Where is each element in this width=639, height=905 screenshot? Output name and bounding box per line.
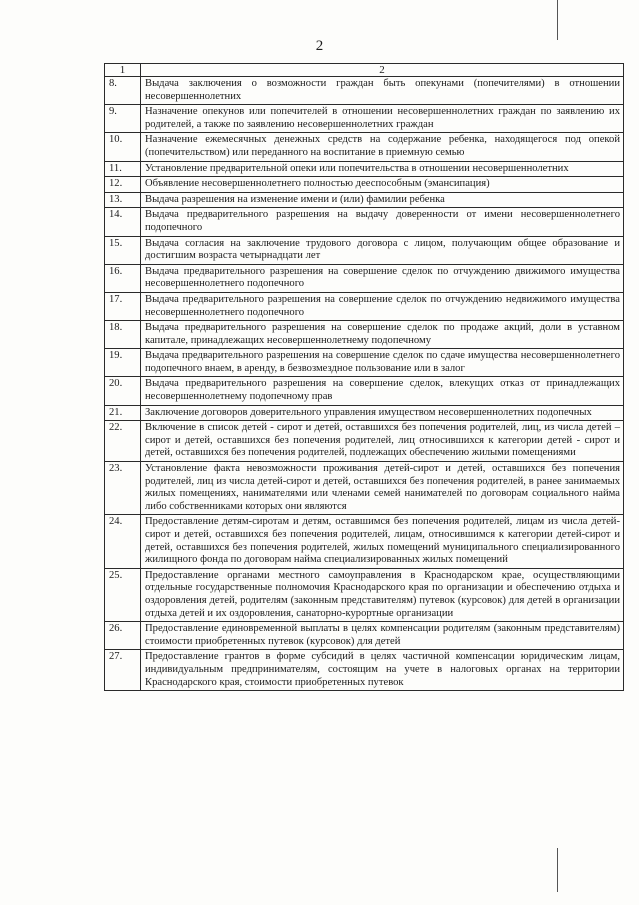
- row-number: 13.: [105, 192, 141, 208]
- row-number: 23.: [105, 462, 141, 515]
- row-number: 16.: [105, 264, 141, 292]
- row-description: Выдача предварительного разрешения на выдачу доверенности от имени несовершеннолетнего подопечного: [141, 208, 624, 236]
- table-row: [105, 133, 624, 161]
- table-row: [105, 650, 624, 691]
- row-number: 17.: [105, 292, 141, 320]
- table-row: [105, 349, 624, 377]
- table-row: [105, 515, 624, 568]
- row-number: 9.: [105, 105, 141, 133]
- row-description: Выдача предварительного разрешения на совершение сделок по отчуждению движимого имущества несовершеннолетнего подопечного: [141, 264, 624, 292]
- table-row: [105, 405, 624, 421]
- table-row: [105, 568, 624, 621]
- row-description: Назначение опекунов или попечителей в отношении несовершеннолетних граждан по заявлению их родителей, а также по заявлению несовершеннолетних граждан: [141, 105, 624, 133]
- services-table-body: [105, 64, 624, 691]
- row-description: Объявление несовершеннолетнего полностью дееспособным (эмансипация): [141, 177, 624, 193]
- row-number: 19.: [105, 349, 141, 377]
- services-table: [104, 63, 624, 691]
- row-number: 11.: [105, 161, 141, 177]
- table-row: [105, 292, 624, 320]
- row-description: Включение в список детей - сирот и детей, оставшихся без попечения родителей, лиц, из числа детей – сирот и детей, оставшихся без попечения родителей, лиц относившихся к категории детей - сирот и детей, оставшихся без попечения родителей, подлежащих обеспечению жилыми помещениями: [141, 421, 624, 462]
- row-number: 21.: [105, 405, 141, 421]
- table-row: [105, 622, 624, 650]
- table-row: [105, 161, 624, 177]
- row-description: Предоставление грантов в форме субсидий в целях частичной компенсации юридическим лицам, индивидуальным предпринимателям, состоящим на учете в налоговых органах на территории Краснодарского края, стоимости приобретенных путевок: [141, 650, 624, 691]
- header-cell-description: 2: [141, 64, 624, 77]
- row-description: Назначение ежемесячных денежных средств на содержание ребенка, находящегося под опекой (попечительством) или переданного на воспитание в приемную семью: [141, 133, 624, 161]
- row-description: Выдача предварительного разрешения на совершение сделок по отчуждению недвижимого имущества несовершеннолетнего подопечного: [141, 292, 624, 320]
- row-description: Предоставление детям-сиротам и детям, оставшимся без попечения родителей, лицам из числа детей-сирот и детей, оставшихся без попечения родителей, лицам, относившимся к категории детей-сирот и детей, оставшихся без попечения родителей, жилых помещений муниципального специализированного жилищного фонда по договорам найма специализированных жилых помещений: [141, 515, 624, 568]
- table-header-row: [105, 64, 624, 77]
- row-description: Выдача разрешения на изменение имени и (или) фамилии ребенка: [141, 192, 624, 208]
- row-description: Установление факта невозможности проживания детей-сирот и детей, оставшихся без попечения родителей, лиц из числа детей-сирот и детей, оставшихся без попечения родителей, в ранее занимаемых жилых помещениях, нанимателями или членами семей нанимателей по договорам социального найма либо собственниками которых они являются: [141, 462, 624, 515]
- row-number: 10.: [105, 133, 141, 161]
- row-number: 25.: [105, 568, 141, 621]
- row-number: 27.: [105, 650, 141, 691]
- row-description: Выдача предварительного разрешения на совершение сделок, влекущих отказ от принадлежащих несовершеннолетнему подопечному прав: [141, 377, 624, 405]
- table-row: [105, 264, 624, 292]
- page-number: 2: [315, 38, 324, 54]
- margin-line-bottom: [557, 848, 558, 892]
- header-cell-number: 1: [105, 64, 141, 77]
- table-row: [105, 105, 624, 133]
- table-row: [105, 208, 624, 236]
- row-description: Предоставление органами местного самоуправления в Краснодарском крае, осуществляющими отдельные государственные полномочия Краснодарского края по организации и обеспечению отдыха и оздоровления детей, родителям (законным представителям) путевок (курсовок) для детей в организации отдыха детей и их оздоровления, санаторно-курортные организации: [141, 568, 624, 621]
- margin-line-top: [557, 0, 558, 40]
- row-number: 14.: [105, 208, 141, 236]
- row-number: 12.: [105, 177, 141, 193]
- row-number: 8.: [105, 77, 141, 105]
- table-row: [105, 421, 624, 462]
- table-row: [105, 462, 624, 515]
- row-description: Выдача согласия на заключение трудового договора с лицом, получающим общее образование и достигшим возраста четырнадцати лет: [141, 236, 624, 264]
- row-description: Предоставление единовременной выплаты в целях компенсации родителям (законным представителям) стоимости приобретенных путевок (курсовок) для детей: [141, 622, 624, 650]
- row-description: Установление предварительной опеки или попечительства в отношении несовершеннолетних: [141, 161, 624, 177]
- row-number: 24.: [105, 515, 141, 568]
- row-number: 18.: [105, 321, 141, 349]
- table-row: [105, 177, 624, 193]
- row-description: Выдача заключения о возможности граждан быть опекунами (попечителями) в отношении несовершеннолетних: [141, 77, 624, 105]
- table-row: [105, 377, 624, 405]
- table-row: [105, 77, 624, 105]
- row-number: 15.: [105, 236, 141, 264]
- row-number: 22.: [105, 421, 141, 462]
- row-description: Выдача предварительного разрешения на совершение сделок по продаже акций, доли в уставном капитале, принадлежащих несовершеннолетнему подопечному: [141, 321, 624, 349]
- table-row: [105, 321, 624, 349]
- row-description: Заключение договоров доверительного управления имуществом несовершеннолетних подопечных: [141, 405, 624, 421]
- row-number: 26.: [105, 622, 141, 650]
- table-row: [105, 236, 624, 264]
- table-row: [105, 192, 624, 208]
- row-number: 20.: [105, 377, 141, 405]
- row-description: Выдача предварительного разрешения на совершение сделок по сдаче имущества несовершеннолетнего подопечного внаем, в аренду, в безвозмездное пользование или в залог: [141, 349, 624, 377]
